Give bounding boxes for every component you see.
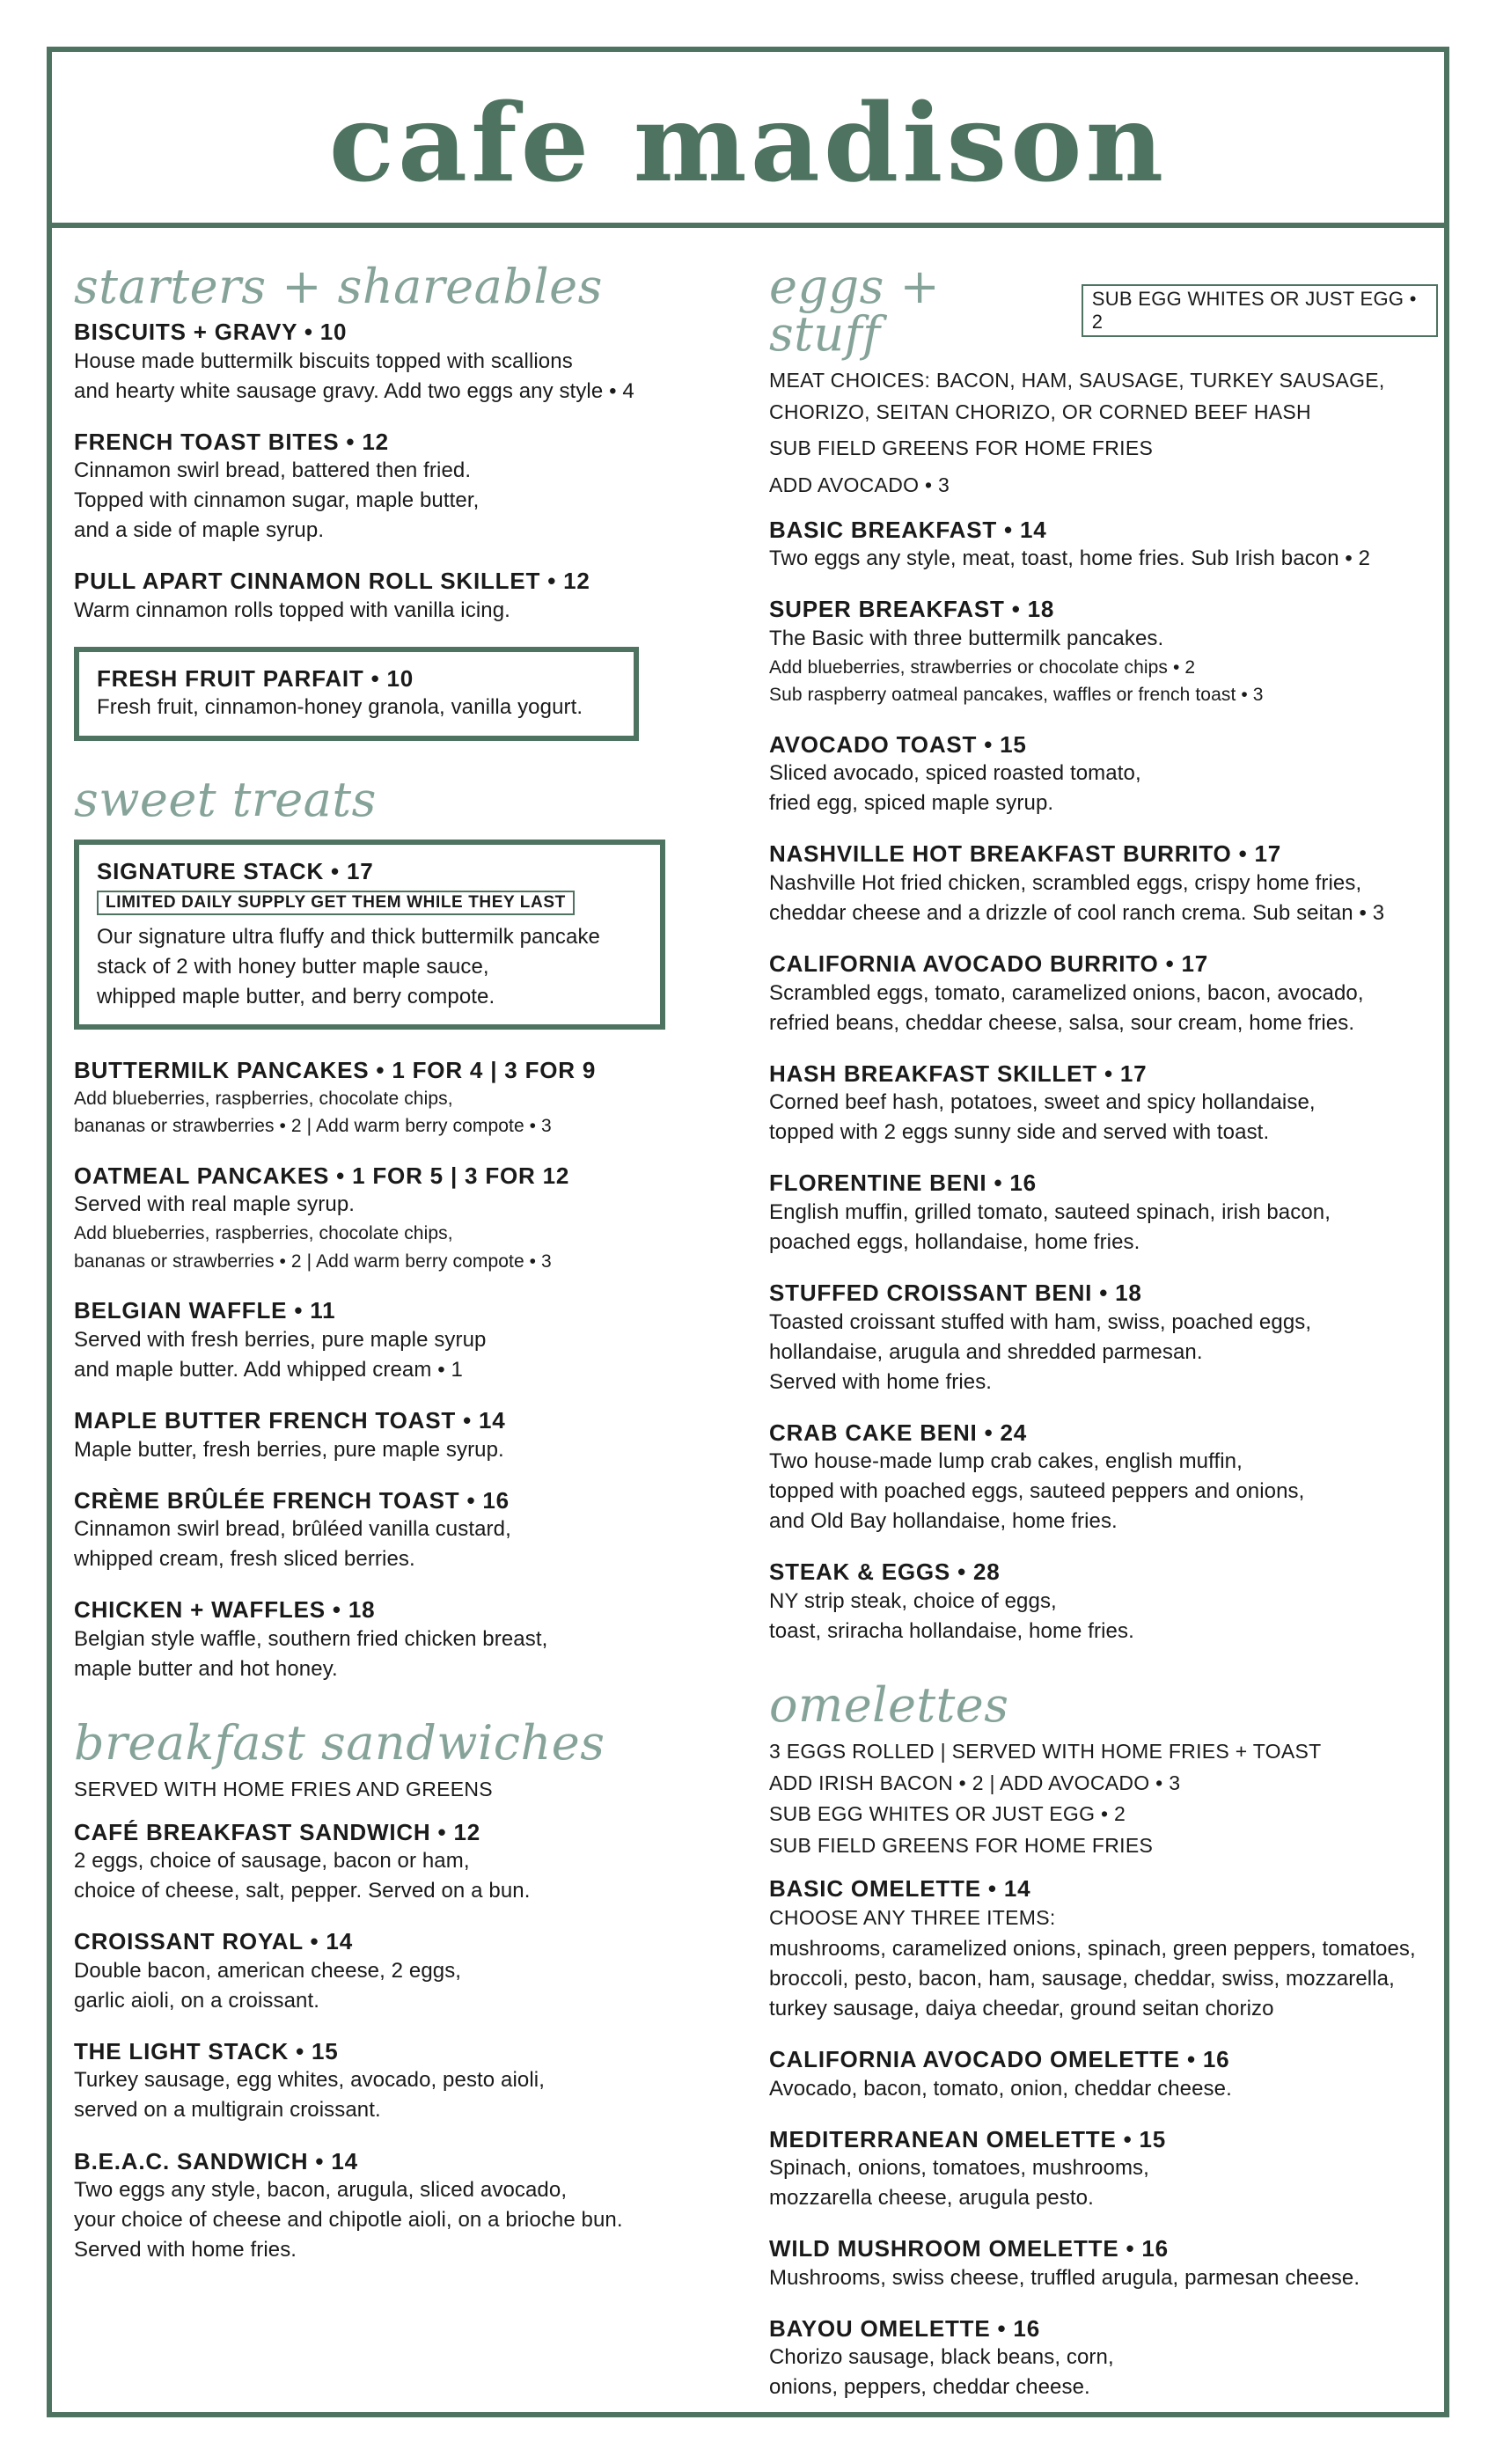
- item-title: BISCUITS + GRAVY • 10: [74, 319, 348, 345]
- item-desc: Warm cinnamon rolls topped with vanilla icing.: [74, 598, 510, 622]
- menu-item-light-stack: [74, 2037, 708, 2126]
- item-desc: and maple butter. Add whipped cream • 1: [74, 1357, 463, 1382]
- item-title: STEAK & EGGS • 28: [769, 1558, 1001, 1586]
- item-title: HASH BREAKFAST SKILLET • 17: [769, 1060, 1148, 1087]
- item-desc: English muffin, grilled tomato, sauteed spinach, irish bacon,: [769, 1199, 1331, 1224]
- item-desc: cheddar cheese and a drizzle of cool ranch crema. Sub seitan • 3: [769, 900, 1385, 925]
- eggs-heading-row: [769, 259, 1438, 362]
- omelette-note: ADD IRISH BACON • 2 | ADD AVOCADO • 3: [769, 1771, 1181, 1794]
- item-desc: Turkey sausage, egg whites, avocado, pesto aioli,: [74, 2068, 545, 2093]
- item-desc: toast, sriracha hollandaise, home fries.: [769, 1619, 1134, 1644]
- menu-item-wild-mushroom-omelette: [769, 2234, 1438, 2293]
- item-title: THE LIGHT STACK • 15: [74, 2037, 339, 2064]
- item-title: CRAB CAKE BENI • 24: [769, 1419, 1028, 1446]
- item-desc: Add blueberries, raspberries, chocolate chips,: [74, 1223, 453, 1244]
- item-desc: and a side of maple syrup.: [74, 518, 325, 543]
- item-desc: stack of 2 with honey butter maple sauce,: [97, 955, 489, 979]
- section-note: SERVED WITH HOME FRIES AND GREENS: [74, 1777, 493, 1800]
- section-heading-sweet-treats: sweet treats: [74, 771, 377, 827]
- item-title: NASHVILLE HOT BREAKFAST BURRITO • 17: [769, 840, 1282, 868]
- item-desc: served on a multigrain croissant.: [74, 2098, 381, 2123]
- menu-item-maple-butter-french-toast: [74, 1406, 708, 1465]
- item-desc: whipped cream, fresh sliced berries.: [74, 1547, 415, 1572]
- section-heading-starters: starters + shareables: [74, 259, 603, 314]
- item-desc: Mushrooms, swiss cheese, truffled arugula, parmesan cheese.: [769, 2265, 1360, 2290]
- item-desc: The Basic with three buttermilk pancakes.: [769, 626, 1164, 650]
- menu-item-belgian-waffle: [74, 1296, 708, 1385]
- item-desc: Two eggs any style, meat, toast, home fries. Sub Irish bacon • 2: [769, 546, 1371, 571]
- item-desc: 2 eggs, choice of sausage, bacon or ham,: [74, 1849, 470, 1874]
- right-column: [769, 259, 1438, 2424]
- featured-box-parfait: [74, 647, 639, 741]
- item-title: BUTTERMILK PANCAKES • 1 FOR 4 | 3 FOR 9: [74, 1057, 597, 1084]
- item-desc: Sub raspberry oatmeal pancakes, waffles or french toast • 3: [769, 685, 1264, 706]
- item-desc: topped with 2 eggs sunny side and served with toast.: [769, 1120, 1270, 1145]
- item-desc: Sliced avocado, spiced roasted tomato,: [769, 761, 1141, 786]
- item-desc: topped with poached eggs, sauteed peppers and onions,: [769, 1479, 1305, 1504]
- item-desc: Cinnamon swirl bread, battered then fried.: [74, 458, 472, 483]
- item-desc: House made buttermilk biscuits topped with scallions: [74, 348, 573, 373]
- item-desc: Belgian style waffle, southern fried chicken breast,: [74, 1626, 548, 1651]
- item-desc: Spinach, onions, tomatoes, mushrooms,: [769, 2156, 1149, 2181]
- item-title: MEDITERRANEAN OMELETTE • 15: [769, 2125, 1167, 2152]
- item-title: AVOCADO TOAST • 15: [769, 730, 1027, 758]
- item-desc: maple butter and hot honey.: [74, 1656, 338, 1681]
- item-title: FLORENTINE BENI • 16: [769, 1170, 1037, 1197]
- menu-item-beac-sandwich: [74, 2147, 708, 2266]
- item-title: BAYOU OMELETTE • 16: [769, 2314, 1040, 2342]
- item-desc: Our signature ultra fluffy and thick buttermilk pancake: [97, 925, 601, 950]
- menu-item-florentine-beni: [769, 1169, 1438, 1258]
- menu-item-crab-cake-beni: [769, 1419, 1438, 1537]
- add-avocado-note: ADD AVOCADO • 3: [769, 473, 950, 496]
- menu-item-california-omelette: [769, 2045, 1438, 2104]
- omelette-note: SUB FIELD GREENS FOR HOME FRIES: [769, 1834, 1154, 1858]
- item-desc: onions, peppers, cheddar cheese.: [769, 2375, 1090, 2400]
- item-title: B.E.A.C. SANDWICH • 14: [74, 2147, 358, 2174]
- sub-egg-whites-box: SUB EGG WHITES OR JUST EGG • 2: [1082, 284, 1438, 337]
- menu-item-french-toast-bites: [74, 428, 708, 546]
- menu-item-biscuits-gravy: [74, 318, 708, 407]
- item-desc: Topped with cinnamon sugar, maple butter,: [74, 488, 480, 513]
- item-desc: Avocado, bacon, tomato, onion, cheddar cheese.: [769, 2076, 1232, 2101]
- item-desc: Nashville Hot fried chicken, scrambled eggs, crispy home fries,: [769, 870, 1362, 895]
- section-heading-eggs-stuff: eggs + stuff: [769, 259, 941, 362]
- item-desc: your choice of cheese and chipotle aioli, on a brioche bun.: [74, 2208, 623, 2233]
- menu-item-pull-apart-skillet: [74, 567, 708, 626]
- menu-frame: [47, 47, 1449, 2417]
- meat-choices-line: MEAT CHOICES: BACON, HAM, SAUSAGE, TURKEY SAUSAGE,: [769, 369, 1385, 392]
- item-title: CALIFORNIA AVOCADO BURRITO • 17: [769, 950, 1209, 978]
- menu-item-california-burrito: [769, 950, 1438, 1038]
- item-title: FRESH FRUIT PARFAIT • 10: [97, 664, 414, 692]
- item-desc: fried egg, spiced maple syrup.: [769, 791, 1054, 816]
- menu-item-bayou-omelette: [769, 2314, 1438, 2403]
- left-column: [74, 259, 708, 2286]
- item-title: CALIFORNIA AVOCADO OMELETTE • 16: [769, 2046, 1230, 2073]
- item-desc: Served with home fries.: [769, 1369, 993, 1394]
- meat-choices-line: CHORIZO, SEITAN CHORIZO, OR CORNED BEEF HASH: [769, 400, 1311, 423]
- item-desc: garlic aioli, on a croissant.: [74, 1988, 320, 2013]
- cafe-logo: cafe madison: [328, 79, 1168, 206]
- item-title: MAPLE BUTTER FRENCH TOAST • 14: [74, 1407, 506, 1434]
- item-desc: Two eggs any style, bacon, arugula, sliced avocado,: [74, 2178, 568, 2203]
- menu-item-stuffed-croissant-beni: [769, 1279, 1438, 1397]
- item-desc: Fresh fruit, cinnamon-honey granola, vanilla yogurt.: [97, 695, 583, 720]
- menu-item-basic-omelette: [769, 1874, 1438, 2024]
- menu-header: [52, 52, 1444, 228]
- item-desc: mushrooms, caramelized onions, spinach, green peppers, tomatoes,: [769, 1936, 1416, 1961]
- item-title: CHICKEN + WAFFLES • 18: [74, 1596, 376, 1624]
- item-desc: choice of cheese, salt, pepper. Served on a bun.: [74, 1879, 531, 1903]
- item-desc: whipped maple butter, and berry compote.: [97, 985, 495, 1009]
- menu-item-mediterranean-omelette: [769, 2125, 1438, 2214]
- item-title: STUFFED CROISSANT BENI • 18: [769, 1280, 1142, 1306]
- menu-item-super-breakfast: [769, 595, 1438, 709]
- item-desc: Maple butter, fresh berries, pure maple syrup.: [74, 1437, 504, 1462]
- item-desc: poached eggs, hollandaise, home fries.: [769, 1229, 1140, 1254]
- item-title: OATMEAL PANCAKES • 1 FOR 5 | 3 FOR 12: [74, 1162, 570, 1189]
- item-title: WILD MUSHROOM OMELETTE • 16: [769, 2235, 1169, 2262]
- menu-item-basic-breakfast: [769, 516, 1438, 575]
- item-desc: NY strip steak, choice of eggs,: [769, 1588, 1057, 1613]
- item-title: CAFÉ BREAKFAST SANDWICH • 12: [74, 1818, 480, 1845]
- item-desc: Toasted croissant stuffed with ham, swiss, poached eggs,: [769, 1309, 1312, 1334]
- item-desc: Served with fresh berries, pure maple syrup: [74, 1327, 487, 1352]
- item-desc: bananas or strawberries • 2 | Add warm berry compote • 3: [74, 1250, 552, 1272]
- item-title: CRÈME BRÛLÉE FRENCH TOAST • 16: [74, 1486, 510, 1514]
- item-desc: Two house-made lump crab cakes, english muffin,: [769, 1449, 1243, 1474]
- item-desc: Add blueberries, raspberries, chocolate chips,: [74, 1088, 453, 1109]
- section-heading-breakfast-sandwiches: breakfast sandwiches: [74, 1714, 605, 1771]
- item-desc: and hearty white sausage gravy. Add two eggs any style • 4: [74, 378, 634, 403]
- item-title: CROISSANT ROYAL • 14: [74, 1928, 353, 1955]
- menu-item-creme-brulee-french-toast: [74, 1486, 708, 1575]
- item-desc: Double bacon, american cheese, 2 eggs,: [74, 1958, 462, 1983]
- menu-item-buttermilk-pancakes: [74, 1056, 708, 1140]
- menu-item-hash-skillet: [769, 1060, 1438, 1148]
- item-title: SIGNATURE STACK • 17: [97, 857, 374, 884]
- item-title: FRENCH TOAST BITES • 12: [74, 428, 389, 455]
- item-desc: CHOOSE ANY THREE ITEMS:: [769, 1906, 1056, 1930]
- limited-supply-badge: LIMITED DAILY SUPPLY GET THEM WHILE THEY LAST: [97, 891, 575, 915]
- item-desc: Served with real maple syrup.: [74, 1192, 356, 1217]
- item-desc: mozzarella cheese, arugula pesto.: [769, 2186, 1094, 2211]
- item-desc: refried beans, cheddar cheese, salsa, sour cream, home fries.: [769, 1010, 1355, 1035]
- item-desc: turkey sausage, daiya cheedar, ground seitan chorizo: [769, 1996, 1274, 2020]
- sub-greens-note: SUB FIELD GREENS FOR HOME FRIES: [769, 436, 1154, 460]
- item-title: BASIC BREAKFAST • 14: [769, 516, 1047, 543]
- item-title: BELGIAN WAFFLE • 11: [74, 1297, 336, 1324]
- item-desc: Chorizo sausage, black beans, corn,: [769, 2345, 1114, 2370]
- menu-item-oatmeal-pancakes: [74, 1162, 708, 1276]
- omelette-note: 3 EGGS ROLLED | SERVED WITH HOME FRIES + TOAST: [769, 1740, 1322, 1764]
- item-desc: Corned beef hash, potatoes, sweet and spicy hollandaise,: [769, 1090, 1316, 1115]
- item-desc: hollandaise, arugula and shredded parmesan.: [769, 1339, 1203, 1364]
- item-desc: Served with home fries.: [74, 2238, 297, 2262]
- item-title: SUPER BREAKFAST • 18: [769, 596, 1055, 623]
- menu-item-steak-eggs: [769, 1558, 1438, 1646]
- item-title: PULL APART CINNAMON ROLL SKILLET • 12: [74, 568, 590, 595]
- menu-item-croissant-royal: [74, 1927, 708, 2016]
- item-desc: Scrambled eggs, tomato, caramelized onions, bacon, avocado,: [769, 980, 1364, 1005]
- menu-item-avocado-toast: [769, 730, 1438, 819]
- section-heading-omelettes: omelettes: [769, 1677, 1009, 1734]
- item-desc: bananas or strawberries • 2 | Add warm berry compote • 3: [74, 1116, 552, 1137]
- item-desc: broccoli, pesto, bacon, ham, sausage, cheddar, swiss, mozzarella,: [769, 1966, 1395, 1991]
- omelette-note: SUB EGG WHITES OR JUST EGG • 2: [769, 1802, 1126, 1826]
- menu-item-cafe-breakfast-sandwich: [74, 1818, 708, 1907]
- item-desc: Cinnamon swirl bread, brûléed vanilla custard,: [74, 1517, 511, 1542]
- item-title: BASIC OMELETTE • 14: [769, 1874, 1031, 1902]
- item-desc: Add blueberries, strawberries or chocolate chips • 2: [769, 656, 1196, 678]
- item-desc: and Old Bay hollandaise, home fries.: [769, 1509, 1118, 1534]
- menu-item-nashville-burrito: [769, 840, 1438, 928]
- menu-item-chicken-waffles: [74, 1595, 708, 1684]
- featured-box-signature-stack: [74, 840, 665, 1030]
